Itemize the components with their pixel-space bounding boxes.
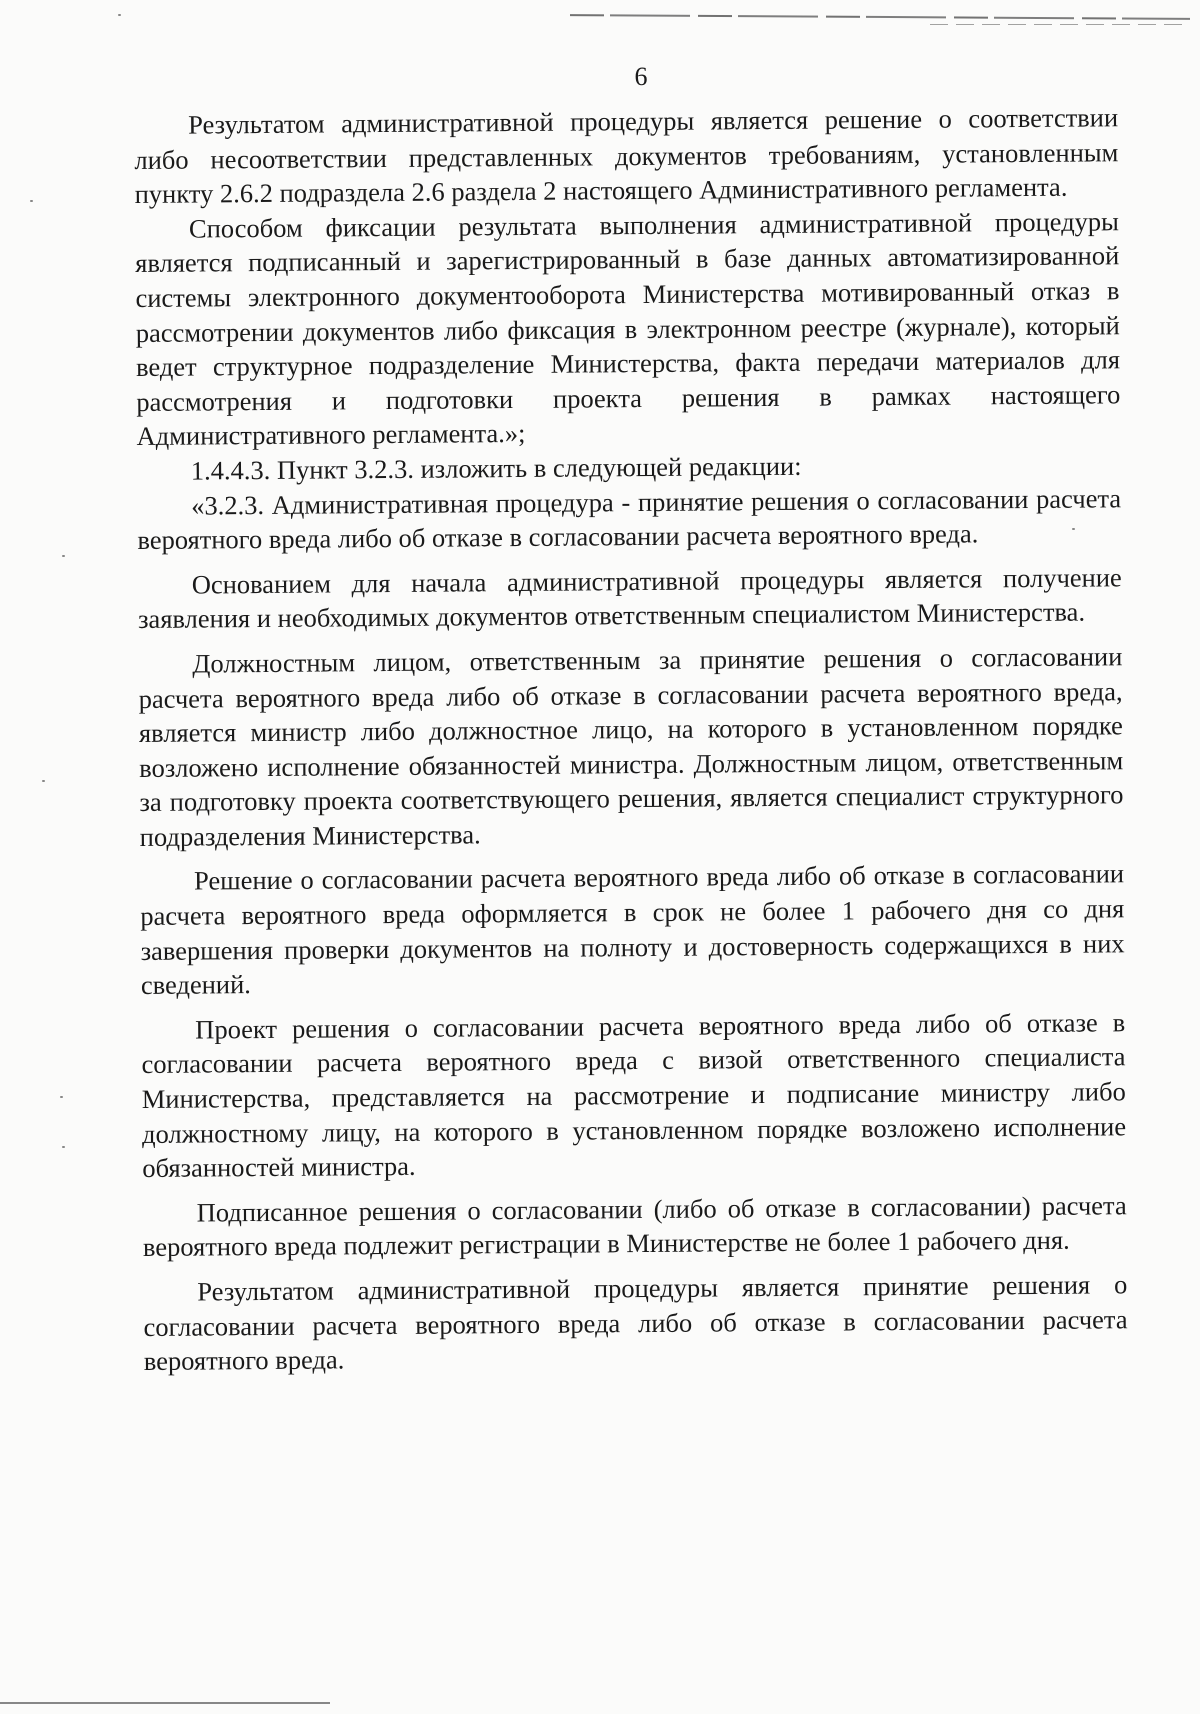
paragraph: Подписанное решения о согласовании (либо об отказе в согласовании) расчета вероятного вреда подлежит регистрации в Министерстве не более 1 рабочего дня.	[142, 1190, 1127, 1263]
scan-speck	[118, 14, 121, 16]
scan-artifact-top-dashes	[930, 24, 1190, 25]
scan-speck	[42, 780, 45, 782]
paragraph: «3.2.3. Административная процедура - принятие решения о согласовании расчета вероятного вреда либо об отказе в согласовании расчета вероятного вреда.	[137, 482, 1122, 556]
scan-speck	[60, 1096, 63, 1098]
paragraph: Проект решения о согласовании расчета вероятного вреда либо об отказе в согласовании расчета вероятного вреда с визой ответственного специалиста Министерства, представляется на рассмотрение и подписание министру либо должностному лицу, на которого в установленном порядке возложено исполнение обязанностей министра.	[141, 1007, 1127, 1184]
page-number: 6	[634, 62, 648, 91]
scan-speck	[62, 1146, 65, 1148]
document-body	[134, 100, 1128, 1378]
paragraph: Решение о согласовании расчета вероятного вреда либо об отказе в согласовании расчета вероятного вреда оформляется в срок не более 1 рабочего дня со дня завершения проверки документов на полноту и достоверность содержащихся в них сведений.	[140, 858, 1125, 1001]
scan-artifact-bottom-line	[0, 1702, 330, 1704]
paragraph: Способом фиксации результата выполнения административной процедуры является подписанный и зарегистрированный в базе данных автоматизированной системы электронного документооборота Министерства мотивированный отказ в рассмотрении документов либо фиксация в электронном реестре (журнале), который ведет структурное подразделение Министерства, факта передачи материалов для рассмотрения и подготовки проекта решения в рамках настоящего Административного регламента.»;	[135, 206, 1121, 452]
scan-artifact-top-line	[570, 14, 1190, 20]
scan-speck	[62, 555, 65, 557]
scan-speck	[30, 200, 33, 202]
paragraph: 1.4.4.3. Пункт 3.2.3. изложить в следующей редакции:	[190, 450, 802, 486]
paragraph: Результатом административной процедуры является решение о соответствии либо несоответствии представленных документов требованиям, установленным пункту 2.6.2 подраздела 2.6 раздела 2 настоящего Административного регламента.	[134, 102, 1119, 210]
paragraph: Результатом административной процедуры является принятие решения о согласовании расчета вероятного вреда либо об отказе в согласовании расчета вероятного вреда.	[143, 1269, 1128, 1377]
paragraph: Должностным лицом, ответственным за принятие решения о согласовании расчета вероятного вреда либо об отказе в согласовании расчета вероятного вреда, является министр либо должностное лицо, на которого в установленном порядке возложено исполнение обязанностей министра. Должностным лицом, ответственным за подготовку проекта соответствующего решения, является специалист структурного подразделения Министерства.	[138, 641, 1124, 852]
paragraph: Основанием для начала административной процедуры является получение заявления и необходимых документов ответственным специалистом Министерства.	[137, 561, 1122, 635]
